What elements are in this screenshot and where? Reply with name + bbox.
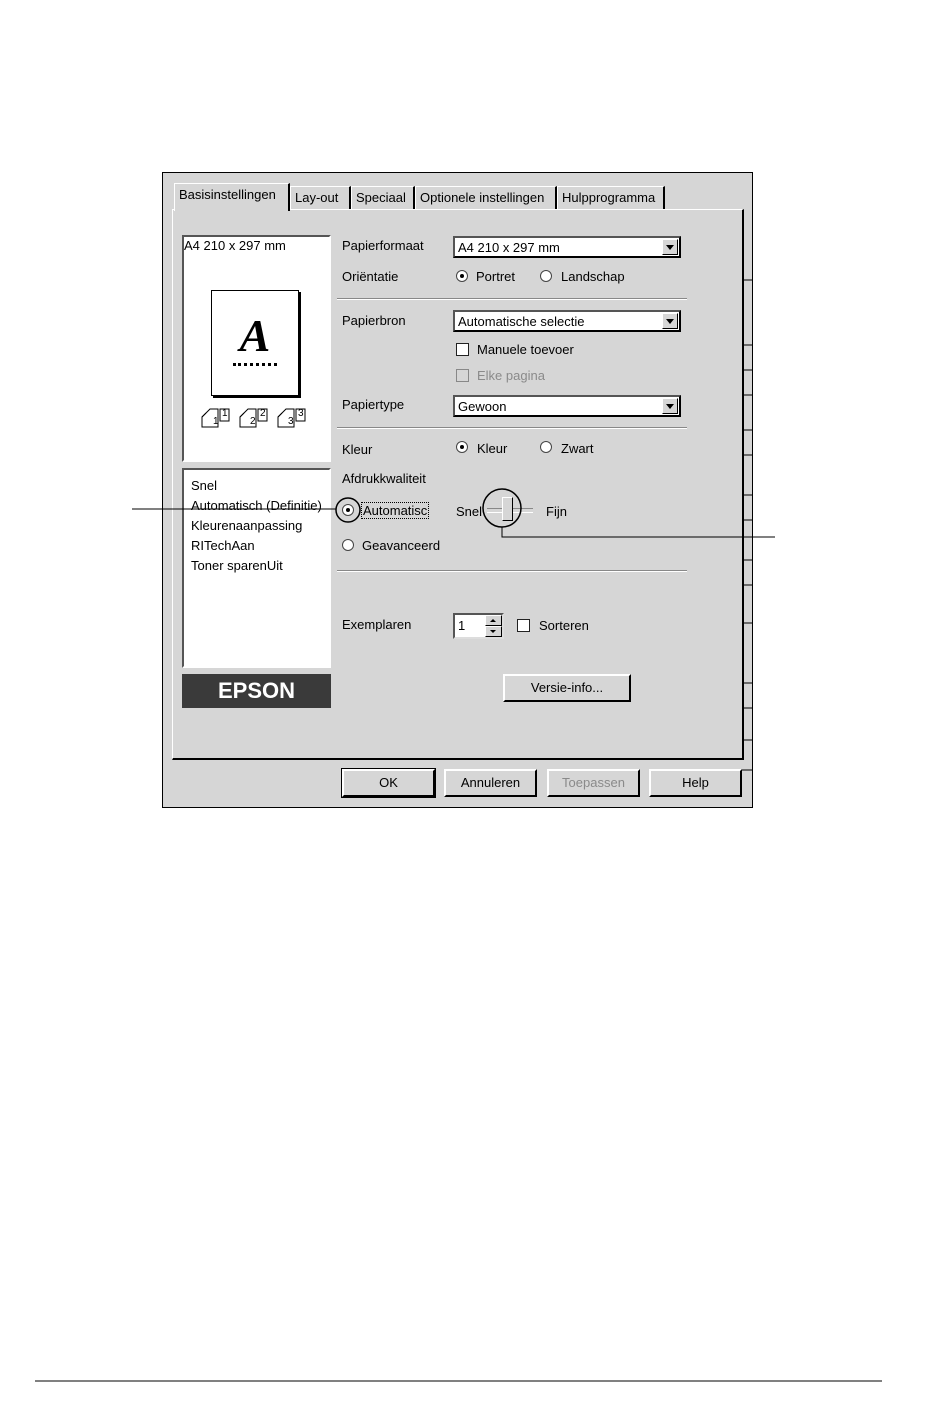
tab-optionele-instellingen[interactable]: Optionele instellingen [415, 186, 557, 210]
apply-button[interactable]: Toepassen [547, 769, 640, 797]
preview-paper-label: A4 210 x 297 mm [184, 238, 286, 253]
landscape-label[interactable]: Landschap [561, 269, 625, 284]
help-button[interactable]: Help [649, 769, 742, 797]
paper-type-dropdown[interactable]: Gewoon [453, 395, 681, 417]
advanced-label[interactable]: Geavanceerd [362, 538, 441, 553]
manual-feed-label[interactable]: Manuele toevoer [477, 342, 574, 357]
color-radio-label[interactable]: Kleur [477, 441, 508, 456]
cancel-button[interactable]: Annuleren [444, 769, 537, 797]
ok-button[interactable]: OK [342, 769, 435, 797]
slider-fine-label: Fijn [546, 504, 567, 519]
list-item: Snel [191, 478, 218, 493]
automatic-label[interactable]: Automatisc [363, 503, 428, 518]
paper-type-label: Papiertype [342, 397, 405, 412]
copies-label: Exemplaren [342, 617, 412, 632]
portrait-label[interactable]: Portret [476, 269, 516, 284]
print-quality-label: Afdrukkwaliteit [342, 471, 426, 486]
copies-icon-2: 2 2 [238, 407, 268, 429]
copies-icon-1: 1 1 [200, 407, 230, 429]
slider-fast-label: Snel [456, 504, 483, 519]
paper-source-label: Papierbron [342, 313, 406, 328]
tab-speciaal[interactable]: Speciaal [351, 186, 415, 210]
list-item: Toner sparenUit [191, 558, 283, 573]
copies-icon-3: 3 3 [276, 407, 306, 429]
paper-size-dropdown[interactable]: A4 210 x 297 mm [453, 236, 681, 258]
list-item: RITechAan [191, 538, 255, 553]
each-page-label[interactable]: Elke pagina [477, 368, 545, 383]
color-label: Kleur [342, 442, 373, 457]
paper-size-label: Papierformaat [342, 238, 424, 253]
black-radio-label[interactable]: Zwart [561, 441, 594, 456]
page-letter: A [239, 310, 271, 361]
list-item: Automatisch (Definitie) [191, 498, 322, 513]
collate-label[interactable]: Sorteren [539, 618, 589, 633]
orientation-label: Oriëntatie [342, 269, 399, 284]
copies-value[interactable]: 1 [458, 618, 466, 633]
list-item: Kleurenaanpassing [191, 518, 303, 533]
paper-source-dropdown[interactable]: Automatische selectie [453, 310, 681, 332]
version-info-button[interactable]: Versie-info... [503, 674, 631, 702]
tab-hulpprogramma[interactable]: Hulpprogramma [557, 186, 665, 210]
tab-layout[interactable]: Lay-out [290, 186, 351, 210]
epson-logo: EPSON [182, 674, 331, 708]
tab-basisinstellingen[interactable]: Basisinstellingen [174, 183, 290, 211]
